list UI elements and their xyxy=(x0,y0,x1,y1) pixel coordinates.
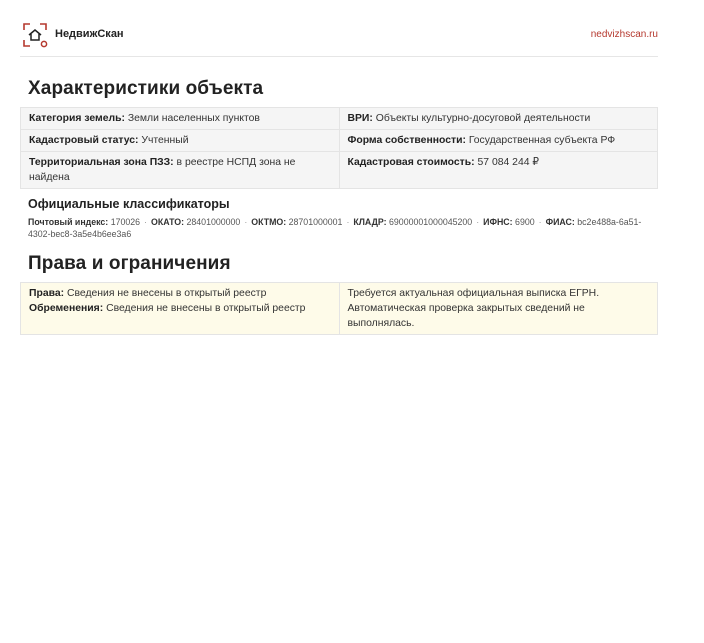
land-category-value: Земли населенных пунктов xyxy=(127,113,260,124)
rights-label: Права: xyxy=(29,288,65,299)
separator: · xyxy=(144,217,147,227)
vri-value: Объекты культурно-досуговой деятельности xyxy=(375,113,591,124)
separator: · xyxy=(244,217,248,227)
encumbrances-label: Обременения: xyxy=(29,303,104,314)
rights-table xyxy=(20,282,658,335)
zone-cell xyxy=(21,152,340,189)
table-row xyxy=(21,283,658,335)
ifns-label: ИФНС: xyxy=(483,217,513,227)
encumbrances-value: Сведения не внесены в открытый реестр xyxy=(106,303,306,314)
characteristics-title: Характеристики объекта xyxy=(28,78,264,99)
vri-label: ВРИ: xyxy=(347,113,373,124)
oktmo-value: 28701000001 xyxy=(288,217,343,227)
table-row xyxy=(21,130,658,152)
table-row xyxy=(21,108,658,130)
ifns-value: 6900 xyxy=(515,217,535,227)
rights-title: Права и ограничения xyxy=(28,253,231,274)
site-link[interactable]: nedvizhscan.ru xyxy=(590,29,658,40)
ownership-label: Форма собственности: xyxy=(347,135,466,146)
land-category-cell xyxy=(21,108,340,130)
cadastral-cost-value: 57 084 244 ₽ xyxy=(477,157,540,168)
okato-value: 28401000000 xyxy=(186,217,241,227)
kladr-value: 69000001000045200 xyxy=(389,217,473,227)
vri-cell xyxy=(339,108,658,130)
classifiers-list xyxy=(28,216,658,240)
okato-label: ОКАТО: xyxy=(150,217,185,227)
cadastral-status-value: Учтенный xyxy=(141,135,189,146)
egrn-note-cell xyxy=(339,283,658,335)
classifiers-title: Официальные классификаторы xyxy=(28,197,230,211)
separator: · xyxy=(538,217,542,227)
postal-label: Почтовый индекс: xyxy=(28,217,109,227)
zone-value: в реестре НСПД зона не найдена xyxy=(29,157,296,183)
separator: · xyxy=(346,217,350,227)
postal-value: 170026 xyxy=(110,217,141,227)
zone-label: Территориальная зона ПЗЗ: xyxy=(29,157,174,168)
table-row xyxy=(21,152,658,189)
cadastral-cost-label: Кадастровая стоимость: xyxy=(347,157,475,168)
oktmo-label: ОКТМО: xyxy=(251,217,287,227)
kladr-label: КЛАДР: xyxy=(353,217,387,227)
land-category-label: Категория земель: xyxy=(29,113,125,124)
ownership-cell xyxy=(339,130,658,152)
characteristics-table xyxy=(20,107,658,189)
logo-icon xyxy=(22,22,48,48)
egrn-note: Требуется актуальная официальная выписка ЕГРН. Автоматическая проверка закрытых сведений не выполнялась. xyxy=(347,288,600,329)
cadastral-status-label: Кадастровый статус: xyxy=(29,135,139,146)
ownership-value: Государственная субъекта РФ xyxy=(468,135,616,146)
fias-value: bc2e488a-6a51-4302-bec8-3a5e4b6ee3a6 xyxy=(28,217,642,239)
rights-value: Сведения не внесены в открытый реестр xyxy=(66,288,267,299)
separator: · xyxy=(476,217,480,227)
rights-cell xyxy=(21,283,340,335)
site-header xyxy=(20,22,658,57)
cadastral-status-cell xyxy=(21,130,340,152)
fias-label: ФИАС: xyxy=(545,217,575,227)
brand-name: НедвижСкан xyxy=(55,28,124,40)
cadastral-cost-cell xyxy=(339,152,658,189)
